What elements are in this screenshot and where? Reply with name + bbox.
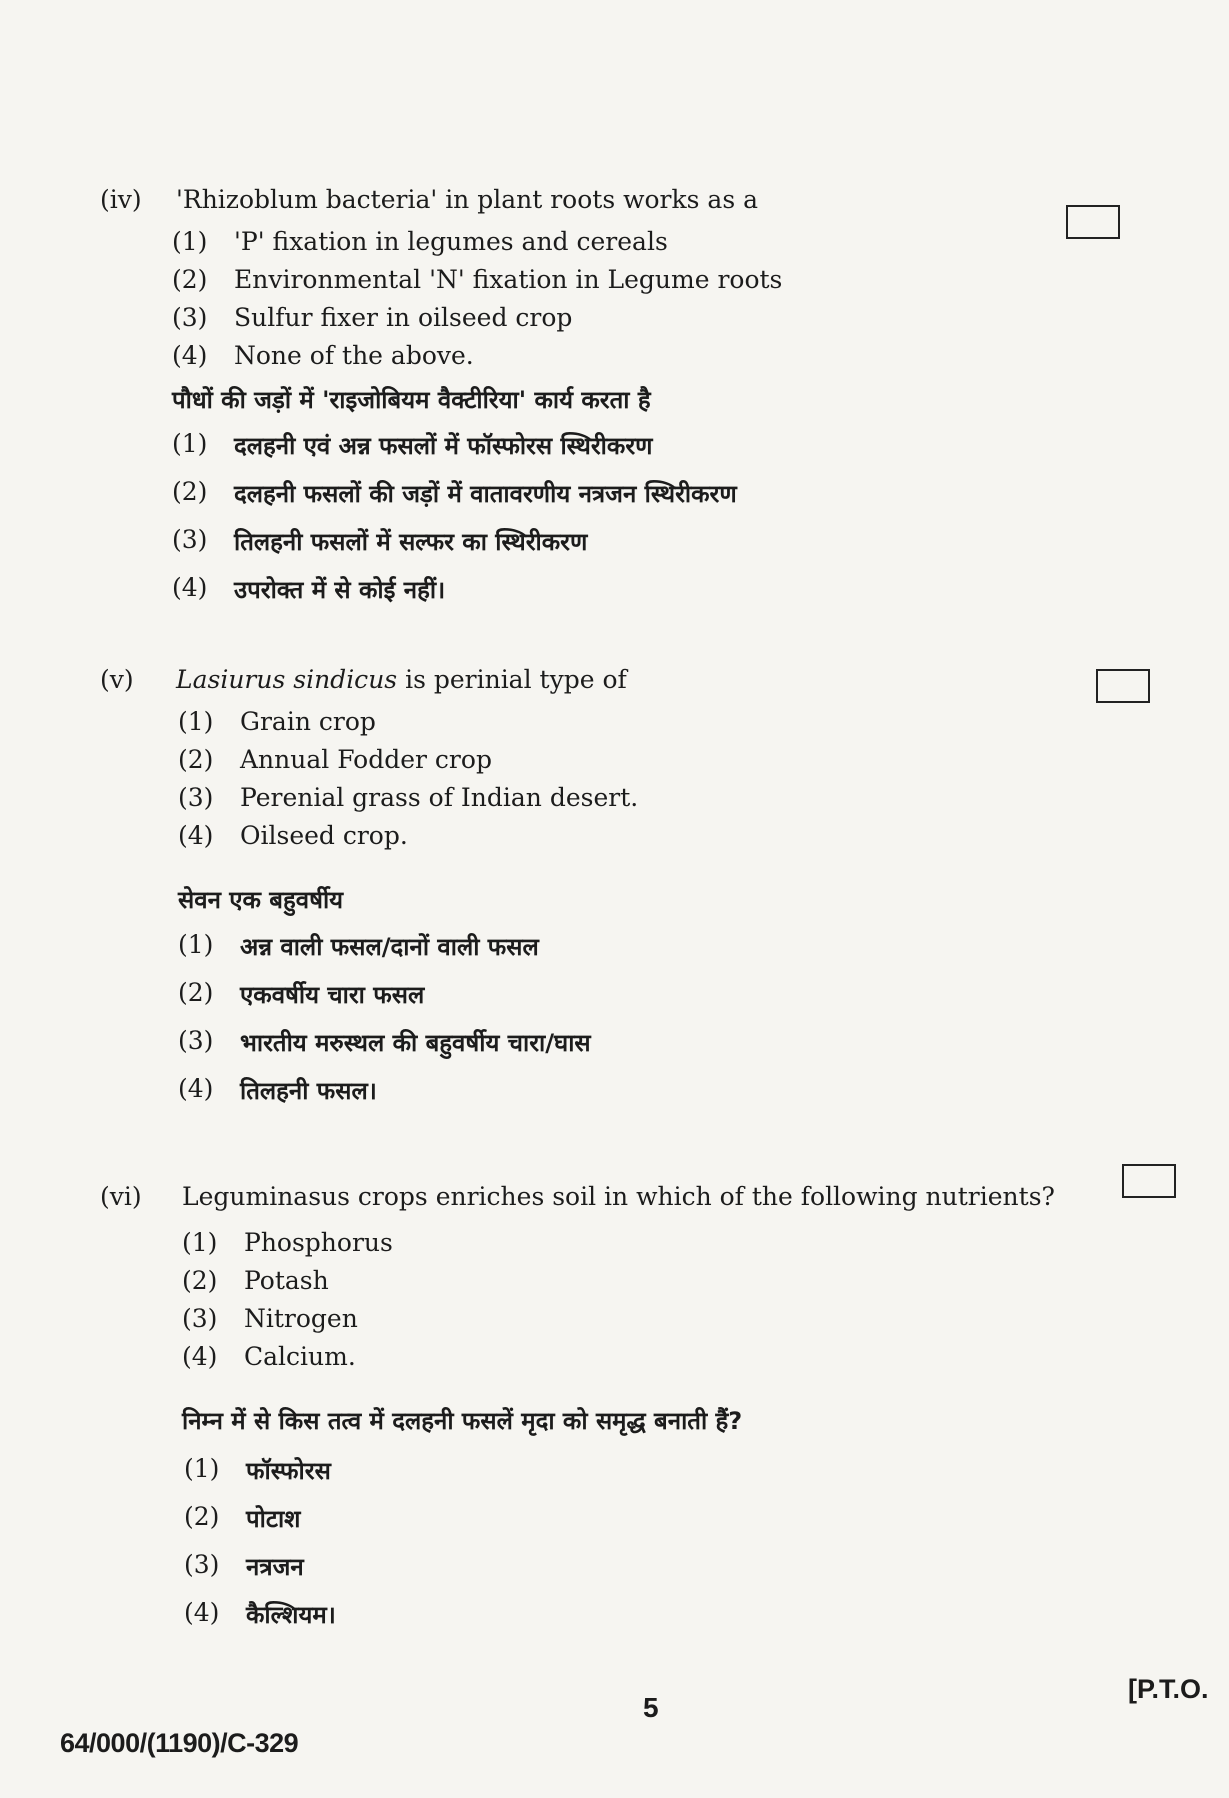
option-text: Sulfur fixer in oilseed crop xyxy=(234,303,573,332)
option-number: (4) xyxy=(184,1598,220,1627)
option-text: Phosphorus xyxy=(244,1228,393,1257)
answer-box[interactable] xyxy=(1066,205,1120,239)
answer-box[interactable] xyxy=(1096,669,1150,703)
question-text-hindi: सेवन एक बहुवर्षीय xyxy=(178,886,344,914)
option-number: (1) xyxy=(178,707,214,736)
option-text: कैल्शियम। xyxy=(246,1601,336,1629)
question-text-hindi: निम्न में से किस तत्व में दलहनी फसलें मृदा को समृद्ध बनाती हैं? xyxy=(182,1407,743,1435)
option-number: (1) xyxy=(178,930,214,959)
option-text: Grain crop xyxy=(240,707,376,736)
question-text-italic: Lasiurus sindicus xyxy=(176,665,398,694)
option-text: भारतीय मरुस्थल की बहुवर्षीय चारा/घास xyxy=(240,1029,591,1057)
option-number: (4) xyxy=(182,1342,218,1371)
option-number: (3) xyxy=(184,1550,220,1579)
option-number: (1) xyxy=(172,429,208,458)
option-text: Environmental 'N' fixation in Legume roots xyxy=(234,265,783,294)
option-number: (4) xyxy=(178,1074,214,1103)
option-number: (2) xyxy=(182,1266,218,1295)
option-number: (3) xyxy=(172,525,208,554)
question-number: (iv) xyxy=(100,185,142,214)
option-number: (2) xyxy=(172,265,208,294)
option-text: फॉस्फोरस xyxy=(246,1457,331,1485)
option-number: (1) xyxy=(172,227,208,256)
option-number: (3) xyxy=(178,1026,214,1055)
option-number: (2) xyxy=(172,477,208,506)
option-number: (3) xyxy=(182,1304,218,1333)
option-text: Nitrogen xyxy=(244,1304,358,1333)
option-number: (4) xyxy=(172,573,208,602)
option-text: तिलहनी फसल। xyxy=(240,1077,377,1105)
option-number: (4) xyxy=(172,341,208,370)
option-text: तिलहनी फसलों में सल्फर का स्थिरीकरण xyxy=(234,528,588,556)
option-text: दलहनी एवं अन्न फसलों में फॉस्फोरस स्थिरीकरण xyxy=(234,432,653,460)
paper-code: 64/000/(1190)/C-329 xyxy=(60,1728,299,1758)
question-number: (vi) xyxy=(100,1182,142,1211)
question-text-hindi: पौधों की जड़ों में 'राइजोबियम वैक्टीरिया' कार्य करता है xyxy=(172,386,651,414)
option-number: (1) xyxy=(182,1228,218,1257)
option-text: उपरोक्त में से कोई नहीं। xyxy=(234,576,446,604)
question-text xyxy=(176,665,627,694)
option-number: (3) xyxy=(178,783,214,812)
question-iv xyxy=(100,185,1160,615)
option-text: Perenial grass of Indian desert. xyxy=(240,783,639,812)
question-vi xyxy=(100,1182,1160,1662)
question-number: (v) xyxy=(100,665,134,694)
option-text: Annual Fodder crop xyxy=(240,745,492,774)
option-text: नत्रजन xyxy=(246,1553,304,1581)
option-number: (2) xyxy=(184,1502,220,1531)
pto-label: [P.T.O. xyxy=(1128,1674,1209,1704)
option-text: अन्न वाली फसल/दानों वाली फसल xyxy=(240,933,539,961)
option-number: (2) xyxy=(178,745,214,774)
option-text: Potash xyxy=(244,1266,329,1295)
page-number: 5 xyxy=(643,1692,659,1723)
answer-box[interactable] xyxy=(1122,1164,1176,1198)
option-text: एकवर्षीय चारा फसल xyxy=(240,981,425,1009)
question-v xyxy=(100,665,1160,1125)
option-text: Calcium. xyxy=(244,1342,356,1371)
option-text: 'P' fixation in legumes and cereals xyxy=(234,227,668,256)
option-number: (1) xyxy=(184,1454,220,1483)
option-number: (2) xyxy=(178,978,214,1007)
option-number: (4) xyxy=(178,821,214,850)
option-text: None of the above. xyxy=(234,341,474,370)
question-text: Leguminasus crops enriches soil in which of the following nutrients? xyxy=(182,1182,1055,1211)
option-text: Oilseed crop. xyxy=(240,821,408,850)
question-text: 'Rhizoblum bacteria' in plant roots works as a xyxy=(176,185,759,214)
option-text: पोटाश xyxy=(246,1505,301,1533)
option-number: (3) xyxy=(172,303,208,332)
option-text: दलहनी फसलों की जड़ों में वातावरणीय नत्रजन स्थिरीकरण xyxy=(234,480,737,508)
question-text-rest: is perinial type of xyxy=(397,665,627,694)
